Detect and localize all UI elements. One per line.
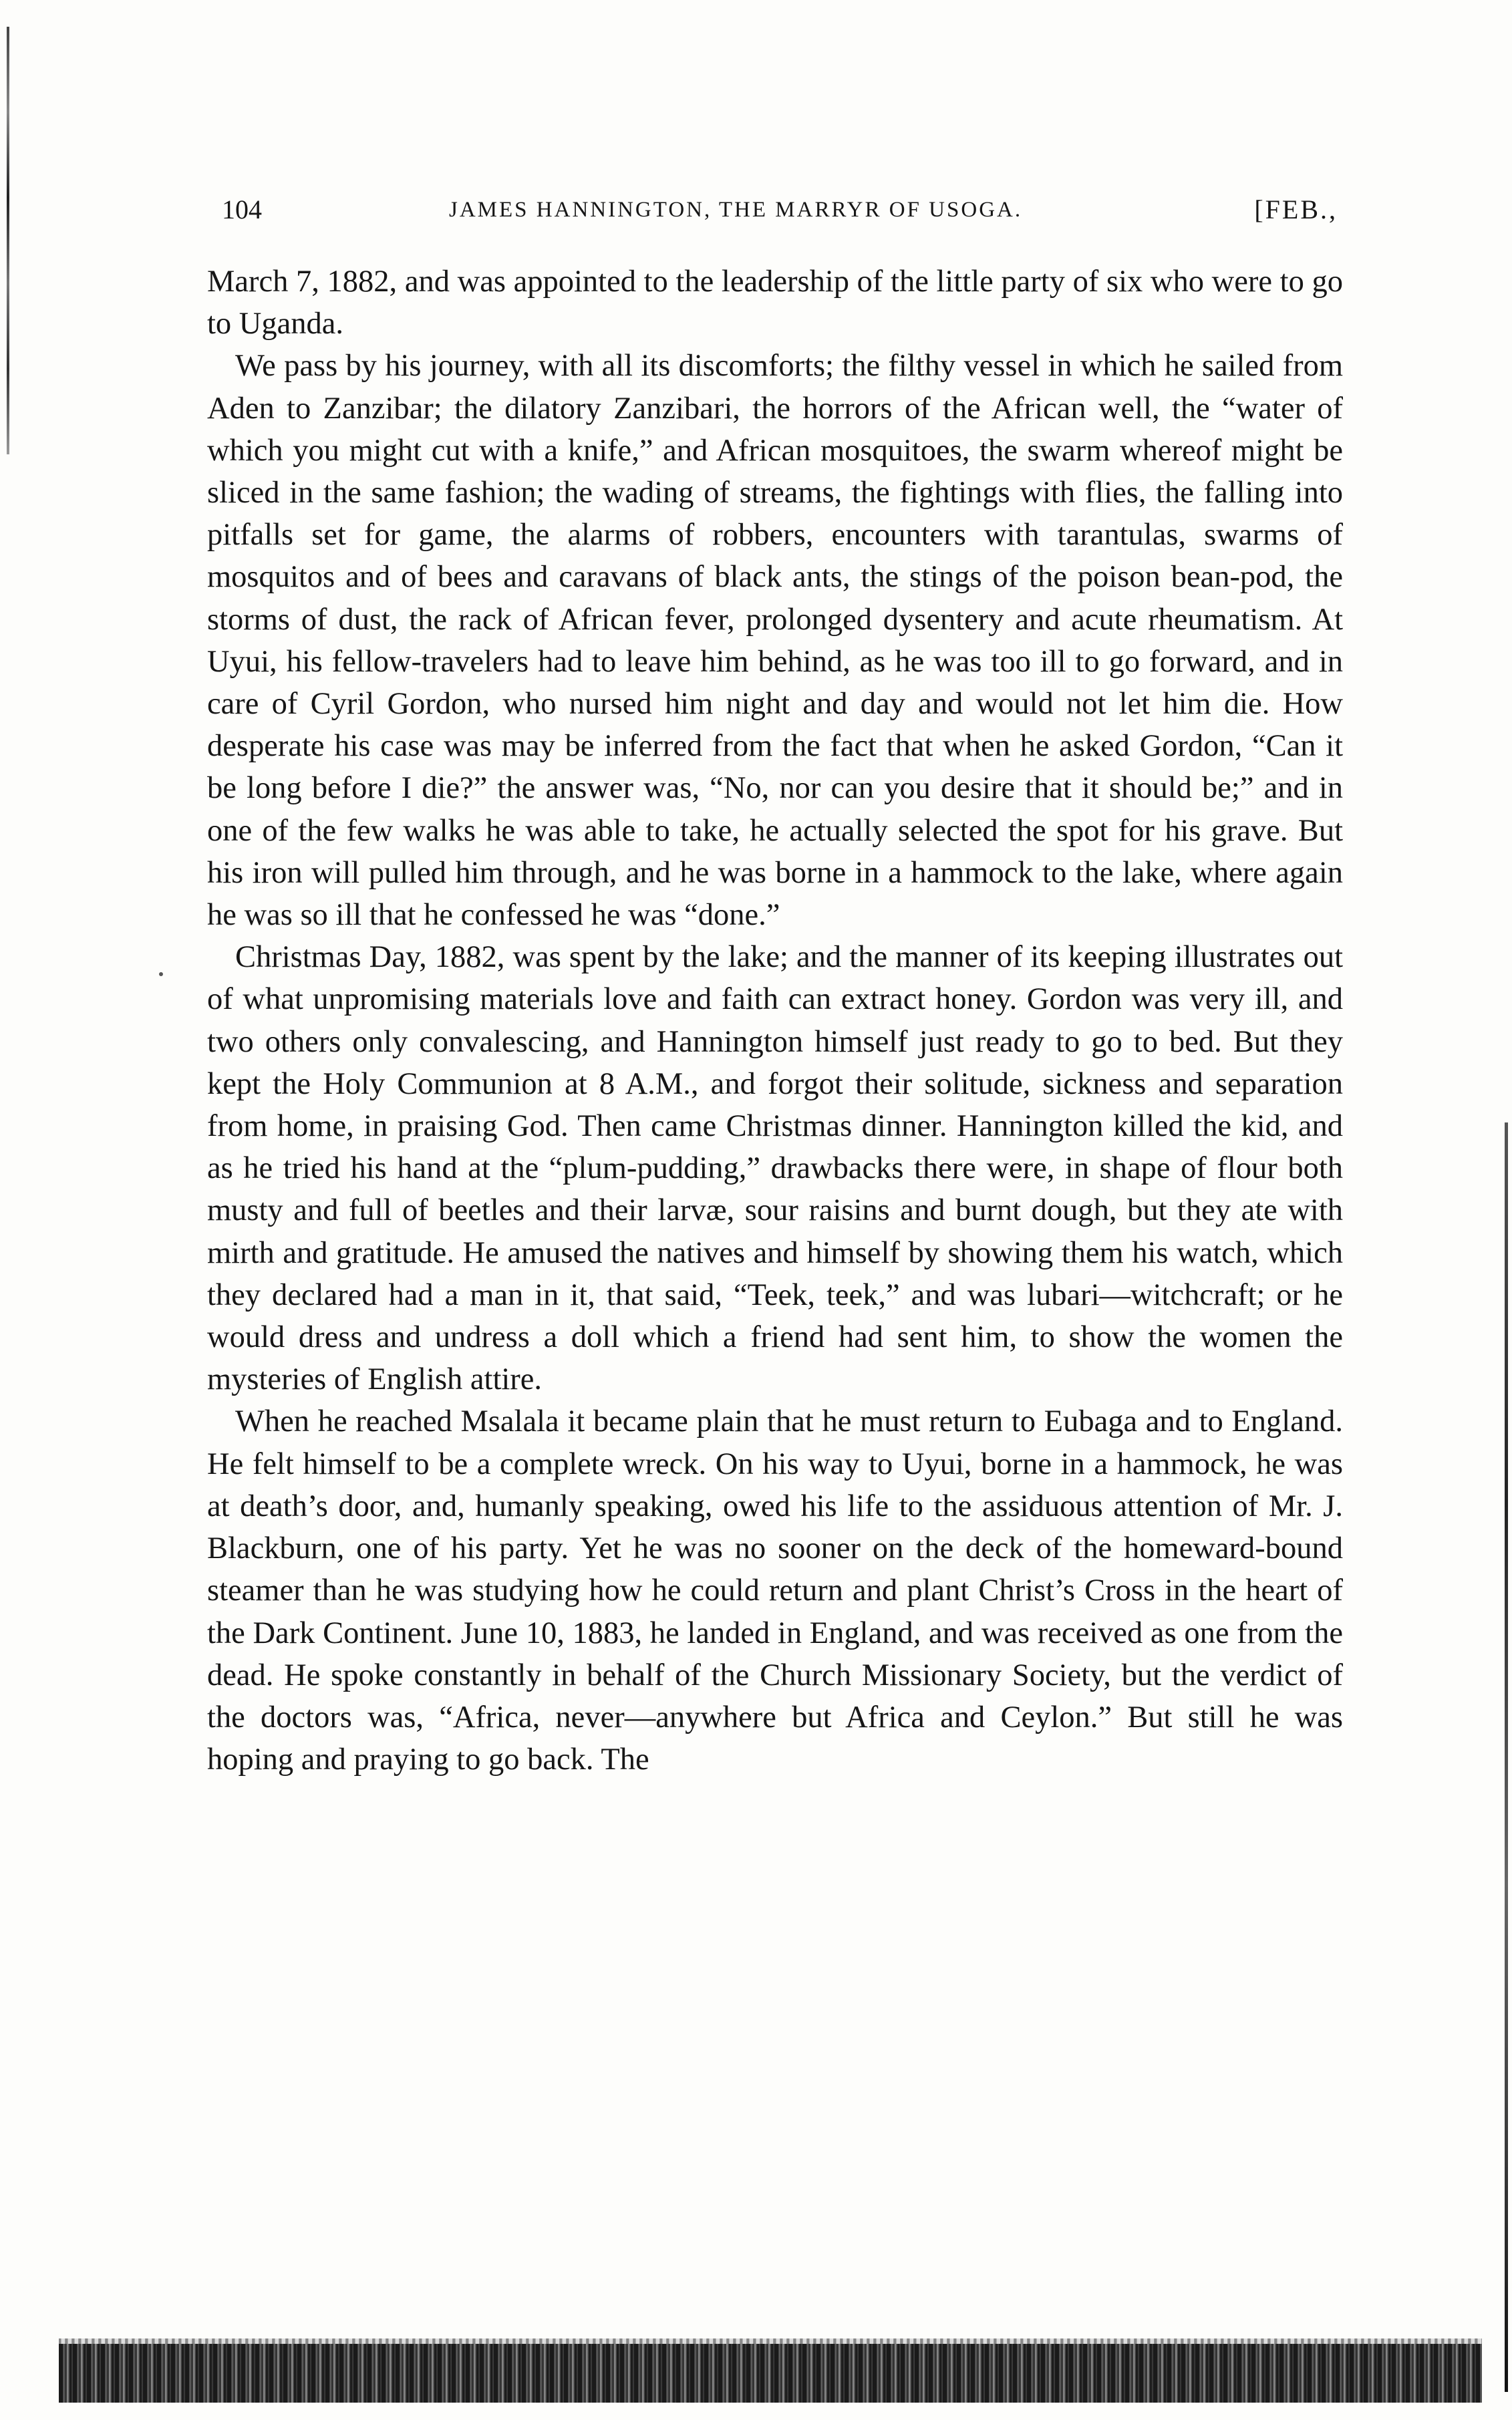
running-header — [222, 194, 1338, 241]
page-number: 104 — [222, 194, 262, 224]
scan-bottom-band — [59, 2344, 1482, 2403]
body-text — [207, 261, 1343, 1781]
scan-edge-mark-right — [1505, 1122, 1508, 2392]
paragraph: March 7, 1882, and was appointed to the leadership of the little party of six who were to go to Uganda. — [207, 265, 1343, 341]
paragraph: When he reached Msalala it became plain that he must return to Eubaga and to England. He felt himself to be a complete wreck. On his way to Uyui, borne in a hammock, he was at death’s door, and, humanly speaking, owed his life to the assiduous attention of Mr. J. Blackburn, one of his party. Yet he was no sooner on the deck of the homeward-bound steamer than he was studying how he could return and plant Christ’s Cross in the heart of the Dark Continent. June 10, 1883, he landed in England, and was received as one from the dead. He spoke constantly in behalf of the Church Missionary Society, but the verdict of the doctors was, “Africa, never—anywhere but Africa and Ceylon.” But still he was hoping and praying to go back. The — [207, 1404, 1343, 1777]
running-date: [FEB., — [1254, 194, 1338, 224]
running-title: JAMES HANNINGTON, THE MARRYR OF USOGA. — [449, 198, 1023, 222]
margin-dot — [159, 972, 163, 976]
scan-edge-mark-left — [7, 27, 9, 454]
paragraph: We pass by his journey, with all its discomforts; the filthy vessel in which he sailed from Aden to Zanzibar; the dilatory Zanzibari, the horrors of the African well, the “water of which you might cut with a knife,” and African mosquitoes, the swarm whereof might be sliced in the same fashion; the wading of streams, the fightings with flies, the falling into pitfalls set for game, the alarms of robbers, encounters with tarantulas, swarms of mosquitos and of bees and caravans of black ants, the stings of the poison bean-pod, the storms of dust, the rack of African fever, prolonged dysentery and acute rheumatism. At Uyui, his fellow-travelers had to leave him behind, as he was too ill to go forward, and in care of Cyril Gordon, who nursed him night and day and would not let him die. How desperate his case was may be inferred from the fact that when he asked Gordon, “Can it be long before I die?” the answer was, “No, nor can you desire that it should be;” and in one of the few walks he was able to take, he actually selected the spot for his grave. But his iron will pulled him through, and he was borne in a hammock to the lake, where again he was so ill that he confessed he was “done.” — [207, 349, 1343, 933]
scan-bottom-fringe — [59, 2338, 1482, 2344]
paragraph: Christmas Day, 1882, was spent by the lake; and the manner of its keeping illustrates out of what unpromising materials love and faith can extract honey. Gordon was very ill, and two others only convalescing, and Hannington himself just ready to go to bed. But they kept the Holy Communion at 8 A.M., and forgot their solitude, sickness and separation from home, in praising God. Then came Christmas dinner. Hannington killed the kid, and as he tried his hand at the “plum-pudding,” drawbacks there were, in shape of flour both musty and full of beetles and their larvæ, sour raisins and burnt dough, but they ate with mirth and gratitude. He amused the natives and himself by showing them his watch, which they declared had a man in it, that said, “Teek, teek,” and was lubari—witchcraft; or he would dress and undress a doll which a friend had sent him, to show the women the mysteries of English attire. — [207, 940, 1343, 1397]
